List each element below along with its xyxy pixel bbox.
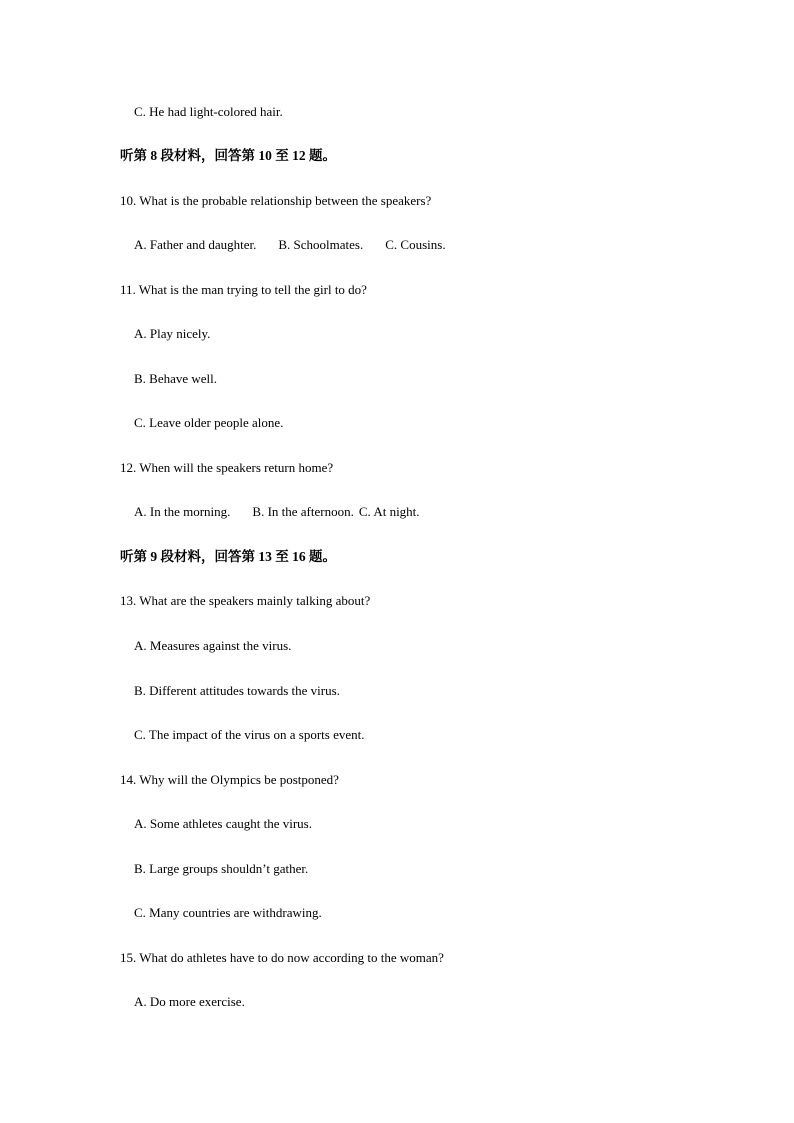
q12-option-c: C. At night.: [358, 504, 420, 519]
q13-option-b: B. Different attitudes towards the virus.: [134, 683, 340, 698]
question-15: 15. What do athletes have to do now according to the woman?: [120, 950, 444, 965]
q14-option-b: B. Large groups shouldn’t gather.: [134, 861, 309, 876]
q13-option-c: C. The impact of the virus on a sports event.: [134, 727, 365, 742]
q15-option-a: A. Do more exercise.: [134, 994, 245, 1009]
q14-option-a: A. Some athletes caught the virus.: [134, 816, 312, 831]
question-12: 12. When will the speakers return home?: [120, 460, 334, 475]
q14-option-c: C. Many countries are withdrawing.: [134, 905, 322, 920]
section-9-heading: 听第 9 段材料，回答第 13 至 16 题。: [120, 549, 336, 564]
q9-option-c: C. He had light-colored hair.: [134, 104, 283, 119]
q11-option-a: A. Play nicely.: [134, 326, 211, 341]
question-10: 10. What is the probable relationship between the speakers?: [120, 193, 432, 208]
question-13: 13. What are the speakers mainly talking about?: [120, 593, 371, 608]
section-8-heading: 听第 8 段材料，回答第 10 至 12 题。: [120, 148, 336, 163]
q10-option-b: B. Schoolmates.: [278, 237, 364, 252]
question-12-options: [134, 504, 420, 520]
q10-option-c: C. Cousins.: [385, 237, 446, 252]
q12-option-a: A. In the morning.: [134, 504, 231, 519]
question-10-options: [134, 237, 446, 253]
q11-option-b: B. Behave well.: [134, 371, 218, 386]
question-11: 11. What is the man trying to tell the girl to do?: [120, 282, 367, 297]
q13-option-a: A. Measures against the virus.: [134, 638, 292, 653]
q10-option-a: A. Father and daughter.: [134, 237, 257, 252]
q11-option-c: C. Leave older people alone.: [134, 415, 284, 430]
question-14: 14. Why will the Olympics be postponed?: [120, 772, 339, 787]
q12-option-b: B. In the afternoon.: [252, 504, 354, 519]
